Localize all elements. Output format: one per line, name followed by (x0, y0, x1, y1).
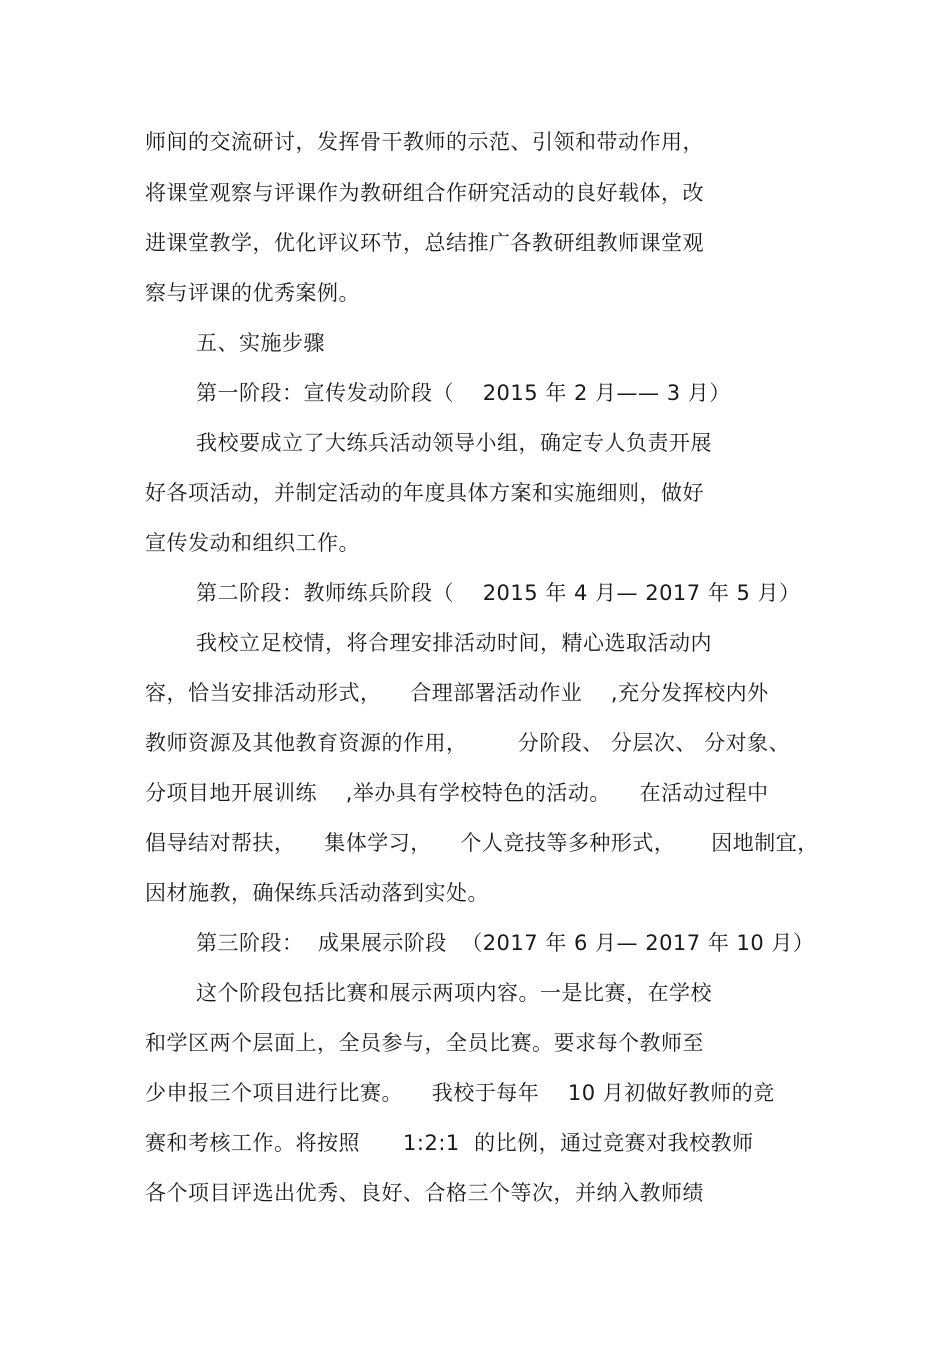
text-line: 师间的交流研讨，发挥骨干教师的示范、引领和带动作用， (145, 130, 704, 154)
phase-heading: 第三阶段： 成果展示阶段 （2017 年 6 月— 2017 年 10 月） (196, 931, 815, 955)
phase-heading: 第一阶段：宣传发动阶段（ 2015 年 2 月—— 3 月） (196, 381, 731, 405)
text-line: 教师资源及其他教育资源的作用， 分阶段、 分层次、 分对象、 (145, 731, 791, 755)
text-line: 容，恰当安排活动形式， 合理部署活动作业 ,充分发挥校内外 (145, 681, 769, 705)
text-line: 我校要成立了大练兵活动领导小组，确定专人负责开展 (196, 431, 712, 455)
text-line: 少申报三个项目进行比赛。 我校于每年 10 月初做好教师的竞 (145, 1081, 775, 1105)
text-line: 和学区两个层面上，全员参与，全员比赛。要求每个教师至 (145, 1031, 704, 1055)
text-line: 察与评课的优秀案例。 (145, 281, 360, 305)
text-line: 好各项活动，并制定活动的年度具体方案和实施细则，做好 (145, 481, 704, 505)
text-line: 这个阶段包括比赛和展示两项内容。一是比赛，在学校 (196, 981, 712, 1005)
text-line: 我校立足校情，将合理安排活动时间，精心选取活动内 (196, 631, 712, 655)
text-line: 倡导结对帮扶， 集体学习， 个人竞技等多种形式， 因地制宜， (145, 831, 819, 855)
text-line: 各个项目评选出优秀、良好、合格三个等次，并纳入教师绩 (145, 1181, 704, 1205)
text-line: 进课堂教学，优化评议环节，总结推广各教研组教师课堂观 (145, 231, 704, 255)
phase-heading: 第二阶段：教师练兵阶段（ 2015 年 4 月— 2017 年 5 月） (196, 581, 801, 605)
text-line: 因材施教，确保练兵活动落到实处。 (145, 881, 489, 905)
text-line: 赛和考核工作。将按照 1:2:1 的比例，通过竞赛对我校教师 (145, 1131, 754, 1155)
text-line: 宣传发动和组织工作。 (145, 531, 360, 555)
text-line: 将课堂观察与评课作为教研组合作研究活动的良好载体，改 (145, 181, 704, 205)
section-heading: 五、实施步骤 (196, 331, 325, 355)
text-line: 分项目地开展训练 ,举办具有学校特色的活动。 在活动过程中 (145, 781, 769, 805)
